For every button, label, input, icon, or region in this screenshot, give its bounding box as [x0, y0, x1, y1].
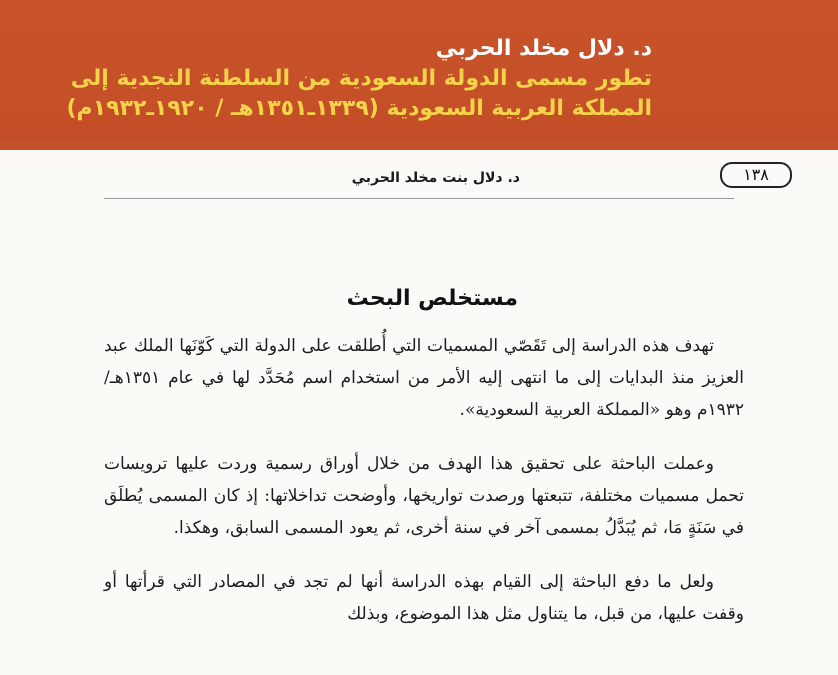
- banner-author: د. دلال مخلد الحربي: [435, 36, 652, 61]
- banner-title: تطور مسمى الدولة السعودية من السلطنة النجدية إلى المملكة العربية السعودية (١٣٣٩ـ١٣٥١هـ / ١٩٢٠ـ١٩٣٢م): [66, 66, 652, 121]
- running-head: د. دلال بنت مخلد الحربي: [351, 170, 520, 186]
- abstract-paragraph-2: وعملت الباحثة على تحقيق هذا الهدف من خلال أوراق رسمية وردت عليها ترويسات تحمل مسميات مختلفة، تتبعتها ورصدت تواريخها، وأوضحت تداخلاتها: إذ كان المسمى يُطلَق في سَنَةٍ مَا، ثم يُبَدَّلُ بمسمى آخر في سنة أخرى، ثم يعود المسمى السابق، وهكذا.: [104, 454, 744, 538]
- abstract-body: [104, 330, 744, 652]
- abstract-paragraph-3: ولعل ما دفع الباحثة إلى القيام بهذه الدراسة أنها لم تجد في المصادر التي قرأتها أو وقفت عليها، من قبل، ما يتناول مثل هذا الموضوع، وبذلك: [104, 572, 744, 624]
- document-page: [0, 150, 838, 675]
- title-banner: [0, 0, 838, 162]
- abstract-paragraph-1: تهدف هذه الدراسة إلى تَقَصّي المسميات التي أُطلقت على الدولة التي كَوّنَها الملك عبد العزيز منذ البدايات إلى ما انتهى إليه الأمر من استخدام اسم مُحَدَّد لها في عام ١٣٥١هـ/١٩٣٢م وهو «المملكة العربية السعودية».: [104, 336, 744, 420]
- abstract-title: مستخلص البحث: [346, 286, 518, 311]
- page-number: ١٣٨: [720, 162, 792, 188]
- header-divider: [104, 198, 734, 199]
